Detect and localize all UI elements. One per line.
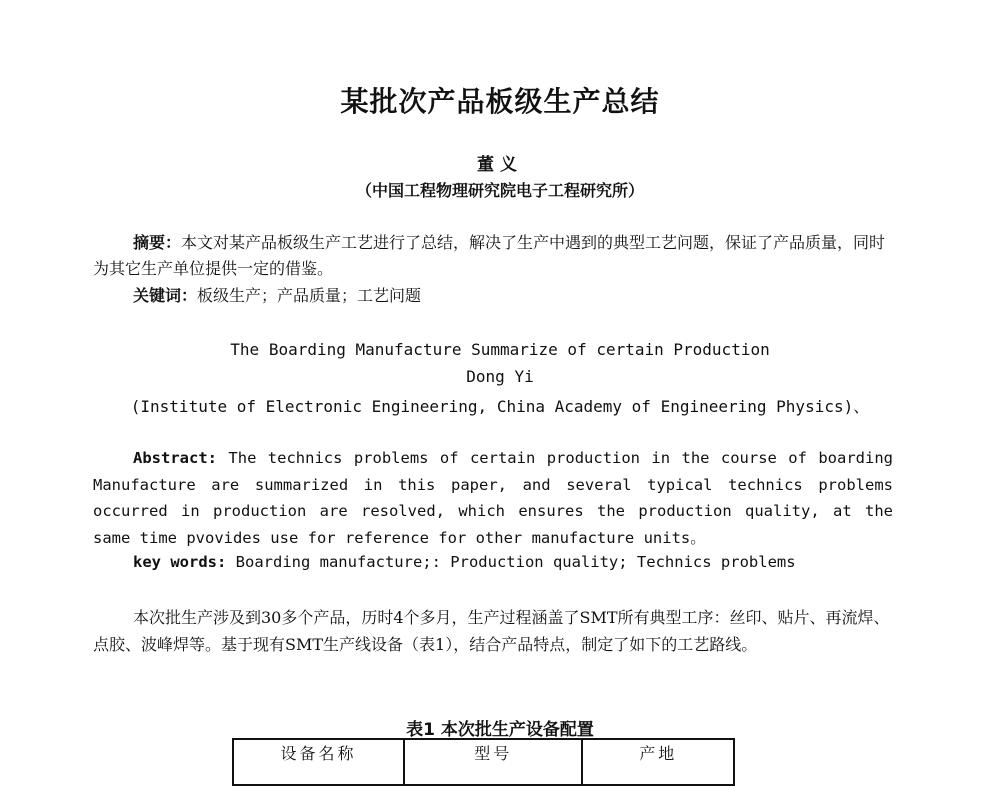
author-name-en: Dong Yi — [466, 367, 534, 386]
abstract-cn-text: 本文对某产品板级生产工艺进行了总结，解决了生产中遇到的典型工艺问题，保证了产品质量，同时为其它生产单位提供一定的借鉴。 — [93, 233, 886, 278]
affiliation-en: (Institute of Electronic Engineering, China Academy of Engineering Physics)、 — [130, 397, 870, 416]
table-header-cell: 型号 — [404, 739, 582, 785]
body-paragraph — [93, 604, 893, 658]
table-caption: 表1 本次批生产设备配置 — [406, 720, 594, 740]
equipment-table — [232, 738, 735, 786]
abstract-en — [93, 445, 893, 551]
abstract-en-label: Abstract: — [133, 449, 217, 467]
table-header-cell: 设备名称 — [233, 739, 404, 785]
author-name-cn: 董义 — [477, 155, 523, 175]
paper-title-en: The Boarding Manufacture Summarize of certain Production — [230, 340, 770, 359]
abstract-cn-label: 摘要： — [133, 233, 182, 252]
abstract-en-text: The technics problems of certain production in the course of boarding Manufacture are summarized in this paper, and several typical technics problems occurred in production are resolved, which ensures the production quality, at the same time pvovides use for reference for other manufacture units。 — [93, 449, 893, 547]
keywords-cn-text: 板级生产；产品质量；工艺问题 — [197, 286, 422, 305]
body-paragraph-text: 本次批生产涉及到30多个产品，历时4个多月，生产过程涵盖了SMT所有典型工序：丝印、贴片、再流焊、点胶、波峰焊等。基于现有SMT生产线设备（表1），结合产品特点，制定了如下的工艺路线。 — [93, 608, 890, 654]
keywords-en-text: Boarding manufacture;: Production quality; Technics problems — [226, 553, 796, 571]
table-header-cell: 产地 — [582, 739, 734, 785]
affiliation-cn: （中国工程物理研究院电子工程研究所） — [355, 181, 644, 200]
paper-title-cn: 某批次产品板级生产总结 — [340, 85, 660, 118]
keywords-en — [133, 553, 796, 571]
keywords-en-label: key words: — [133, 553, 227, 571]
keywords-cn — [133, 283, 933, 309]
keywords-cn-label: 关键词： — [133, 286, 198, 305]
abstract-cn — [93, 230, 893, 282]
table-header-row — [233, 739, 734, 785]
